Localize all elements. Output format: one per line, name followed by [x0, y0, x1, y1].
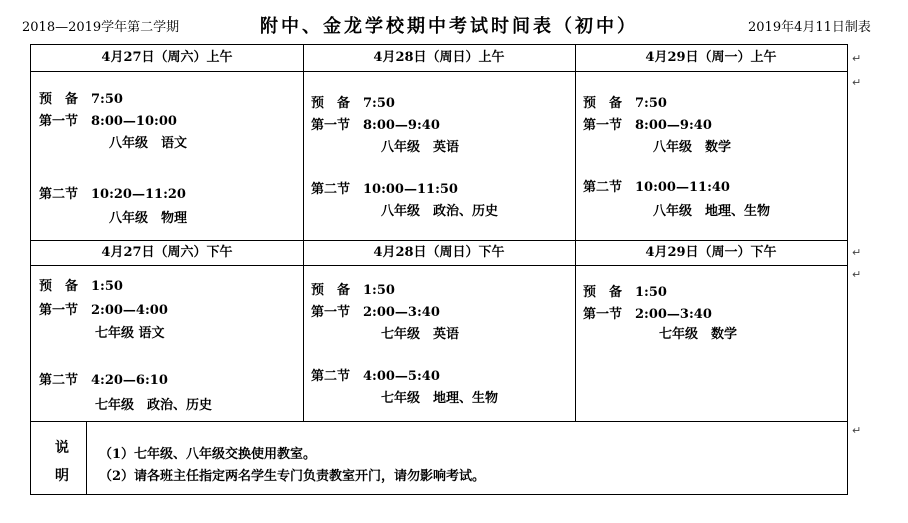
- period-1-subject: 八年级 英语: [381, 140, 460, 155]
- prep-time: 预 备 1:50: [583, 285, 667, 300]
- heading-apr27-pm: 4月27日（周六）下午: [101, 245, 233, 260]
- period-2-time: 第二节 4:00—5:40: [311, 369, 440, 384]
- prep-time: 预 备 1:50: [39, 279, 123, 294]
- period-1-subject: 八年级 数学: [653, 140, 732, 155]
- schedule-apr27-pm: [31, 266, 303, 421]
- exam-schedule-table: [30, 44, 848, 495]
- period-1-subject: 八年级 语文: [109, 136, 188, 151]
- page-title: 附中、金龙学校期中考试时间表（初中）: [260, 16, 638, 37]
- heading-apr28-pm: 4月28日（周日）下午: [373, 245, 505, 260]
- note-divider: [86, 421, 87, 495]
- period-1-time: 第一节 8:00—9:40: [311, 118, 440, 133]
- schedule-apr27-am: [31, 71, 303, 240]
- schedule-apr28-am: [303, 71, 575, 240]
- heading-apr29-am: 4月29日（周一）上午: [645, 50, 777, 65]
- period-1-subject: 七年级 英语: [381, 327, 460, 342]
- notes-label: [31, 421, 86, 495]
- period-1-time: 第一节 8:00—10:00: [39, 114, 177, 129]
- table-date: 2019年4月11日制表: [748, 20, 871, 35]
- note-item: （1）七年级、八年级交换使用教室。: [99, 447, 317, 462]
- schedule-apr28-pm: [303, 266, 575, 421]
- term-label: 2018—2019学年第二学期: [22, 20, 180, 35]
- note-item: （2）请各班主任指定两名学生专门负责教室开门，请勿影响考试。: [99, 469, 486, 484]
- period-2-time: 第二节 10:20—11:20: [39, 187, 186, 202]
- notes-label-char: 明: [55, 468, 69, 484]
- period-2-subject: 七年级 政治、历史: [95, 398, 213, 413]
- paragraph-mark-icon: ↵: [852, 268, 862, 281]
- period-2-subject: 八年级 物理: [109, 211, 188, 226]
- period-1-time: 第一节 2:00—3:40: [583, 307, 712, 322]
- heading-apr28-am: 4月28日（周日）上午: [373, 50, 505, 65]
- prep-time: 预 备 7:50: [39, 92, 123, 107]
- prep-time: 预 备 7:50: [583, 96, 667, 111]
- period-1-time: 第一节 2:00—4:00: [39, 303, 168, 318]
- paragraph-mark-icon: ↵: [852, 76, 862, 89]
- period-2-subject: 七年级 地理、生物: [381, 391, 499, 406]
- period-2-subject: 八年级 政治、历史: [381, 204, 499, 219]
- paragraph-mark-icon: ↵: [852, 52, 862, 65]
- period-1-time: 第一节 8:00—9:40: [583, 118, 712, 133]
- paragraph-mark-icon: ↵: [852, 246, 862, 259]
- page-header: [0, 10, 908, 38]
- period-1-subject: 七年级 数学: [659, 327, 738, 342]
- period-1-subject: 七年级 语文: [95, 326, 165, 341]
- period-2-subject: 八年级 地理、生物: [653, 204, 771, 219]
- period-1-time: 第一节 2:00—3:40: [311, 305, 440, 320]
- period-2-time: 第二节 10:00—11:40: [583, 180, 730, 195]
- prep-time: 预 备 7:50: [311, 96, 395, 111]
- row-divider: [31, 240, 847, 241]
- period-2-time: 第二节 10:00—11:50: [311, 182, 458, 197]
- prep-time: 预 备 1:50: [311, 283, 395, 298]
- notes-label-char: 说: [55, 440, 69, 456]
- period-2-time: 第二节 4:20—6:10: [39, 373, 168, 388]
- paragraph-mark-icon: ↵: [852, 424, 862, 437]
- schedule-apr29-am: [575, 71, 847, 240]
- heading-apr27-am: 4月27日（周六）上午: [101, 50, 233, 65]
- schedule-apr29-pm: [575, 266, 847, 421]
- row-divider: [31, 421, 847, 422]
- heading-apr29-pm: 4月29日（周一）下午: [645, 245, 777, 260]
